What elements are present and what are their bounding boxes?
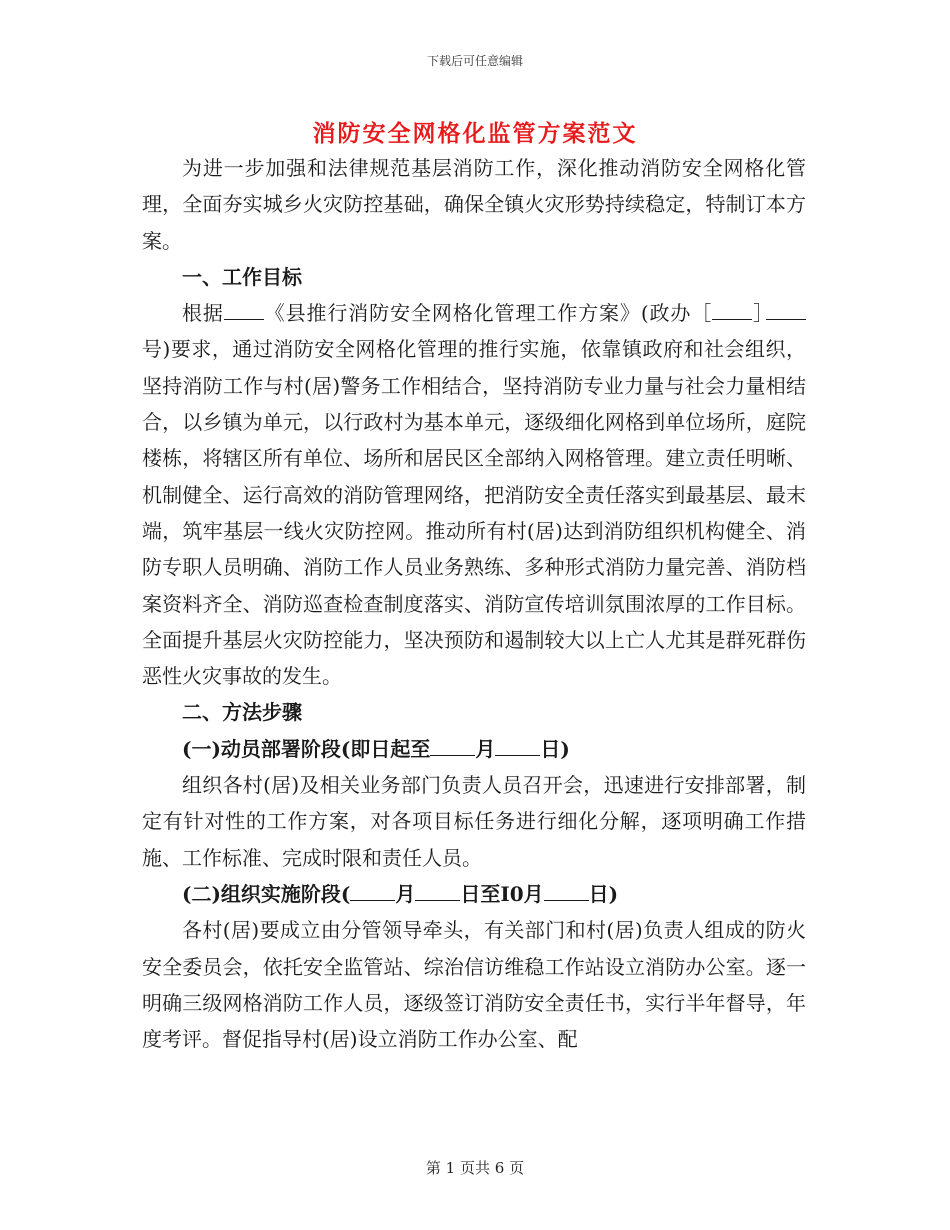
blank-underline [415, 882, 460, 901]
subsection-heading-mobilize [142, 731, 806, 767]
section-heading-goals: 一、工作目标 [182, 264, 302, 289]
page-footer-number: 第 1 页共 6 页 [425, 1159, 525, 1177]
mobilize-heading-part1: (一)动员部署阶段(即日起至 [182, 736, 431, 761]
implement-heading-part4: 日) [588, 881, 619, 906]
mobilize-paragraph: 组织各村(居)及相关业务部门负责人员召开会，迅速进行安排部署，制定有针对性的工作方案，对各项目标任务进行细化分解，逐项明确工作措施、工作标准、完成时限和责任人员。 [142, 773, 806, 870]
goals-paragraph [142, 295, 806, 694]
implement-heading-part2: 月 [395, 881, 416, 906]
blank-underline [430, 737, 475, 756]
blank-underline [495, 737, 540, 756]
blank-underline [350, 882, 395, 901]
implement-paragraph: 各村(居)要成立由分管领导牵头，有关部门和村(居)负责人组成的防火安全委员会，依托安全监管站、综治信访维稳工作站设立消防办公室。逐一明确三级网格消防工作人员，逐级签订消防安全责任书，实行半年督导，年度考评。督促指导村(居)设立消防工作办公室、配 [142, 918, 806, 1052]
goals-text-part1: 根据 [182, 301, 224, 326]
blank-underline [544, 882, 589, 901]
blank-underline [766, 301, 806, 320]
section-heading-steps: 二、方法步骤 [182, 700, 302, 725]
goals-text-part4: 号)要求，通过消防安全网格化管理的推行实施，依靠镇政府和社会组织，坚持消防工作与村(居)警务工作相结合，坚持消防专业力量与社会力量相结合，以乡镇为单元，以行政村为基本单元，逐级细化网格到单位场所，庭院楼栋，将辖区所有单位、场所和居民区全部纳入网格管理。建立责任明晰、机制健全、运行高效的消防管理网络，把消防安全责任落实到最基层、最末端，筑牢基层一线火灾防控网。推动所有村(居)达到消防组织机构健全、消防专职人员明确、消防工作人员业务熟练、多种形式消防力量完善、消防档案资料齐全、消防巡查检查制度落实、消防宣传培训氛围浓厚的工作目标。全面提升基层火灾防控能力，坚决预防和遏制较大以上亡人尤其是群死群伤恶性火灾事故的发生。 [142, 337, 806, 689]
document-title: 消防安全网格化监管方案范文 [312, 120, 638, 147]
intro-paragraph: 为进一步加强和法律规范基层消防工作，深化推动消防安全网格化管理，全面夯实城乡火灾防控基础，确保全镇火灾形势持续稳定，特制订本方案。 [142, 156, 806, 253]
implement-heading-part3: 日至I0月 [460, 881, 544, 906]
blank-underline [224, 301, 264, 320]
implement-heading-part1: (二)组织实施阶段( [182, 881, 351, 906]
blank-underline [712, 301, 752, 320]
mobilize-heading-part2: 月 [475, 736, 496, 761]
page-header-note: 下载后可任意编辑 [426, 54, 523, 68]
document-body [142, 150, 806, 1057]
goals-text-part2: 《县推行消防安全网格化管理工作方案》(政办［ [263, 301, 713, 326]
mobilize-heading-part3: 日) [540, 736, 570, 761]
subsection-heading-implement [142, 876, 806, 912]
goals-text-part3: ］ [752, 301, 775, 326]
